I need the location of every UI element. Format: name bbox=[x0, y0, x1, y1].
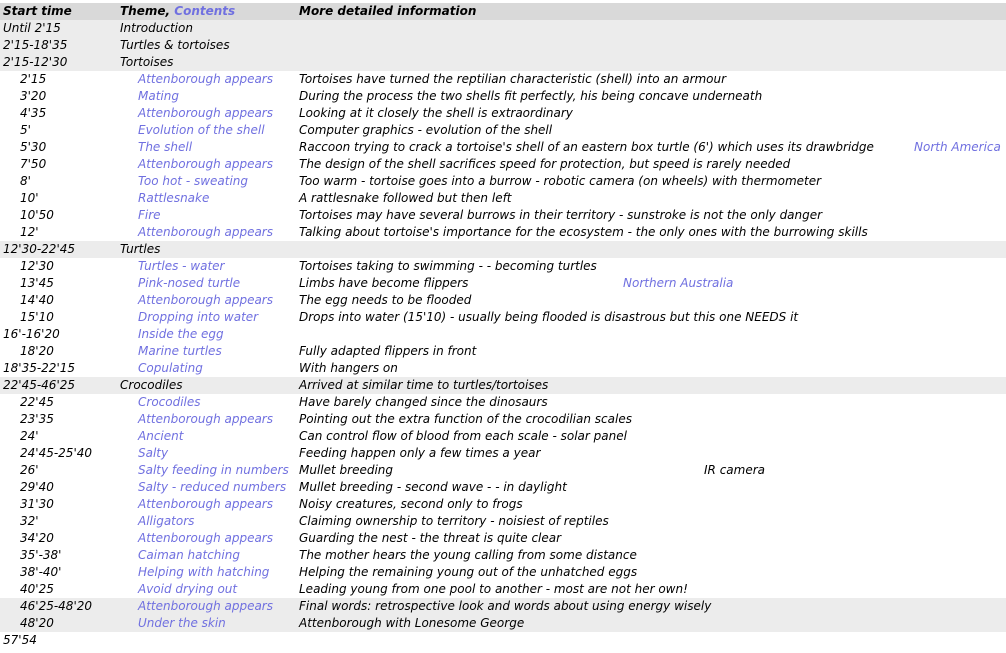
start-time-cell: 5'30 bbox=[20, 140, 47, 154]
table-row bbox=[0, 377, 1006, 394]
detail-cell: Talking about tortoise's importance for the ecosystem - the only ones with the burrowing skills bbox=[299, 225, 868, 239]
table-row bbox=[0, 496, 1006, 513]
detail-cell: Mullet breeding bbox=[299, 463, 394, 477]
contents-cell: Attenborough appears bbox=[138, 157, 273, 171]
start-time-cell: 12' bbox=[20, 225, 39, 239]
location-note: IR camera bbox=[704, 463, 766, 477]
table-row bbox=[0, 207, 1006, 224]
table-row bbox=[0, 71, 1006, 88]
start-time-cell: 46'25-48'20 bbox=[20, 599, 93, 613]
start-time-cell: 7'50 bbox=[20, 157, 47, 171]
table-header bbox=[0, 3, 1006, 20]
contents-cell: Caiman hatching bbox=[138, 548, 240, 562]
header-start-time: Start time bbox=[3, 4, 72, 18]
detail-cell: Looking at it closely the shell is extraordinary bbox=[299, 106, 573, 120]
start-time-cell: 18'20 bbox=[20, 344, 54, 358]
detail-cell: During the process the two shells fit perfectly, his being concave underneath bbox=[299, 89, 763, 103]
start-time-cell: 26' bbox=[20, 463, 39, 477]
table-row bbox=[0, 564, 1006, 581]
table-row bbox=[0, 20, 1006, 37]
detail-cell: Tortoises taking to swimming - - becoming turtles bbox=[299, 259, 597, 273]
table-row bbox=[0, 37, 1006, 54]
detail-cell: Raccoon trying to crack a tortoise's shell of an eastern box turtle (6') which uses its drawbridge bbox=[299, 140, 874, 154]
start-time-cell: 12'30 bbox=[20, 259, 54, 273]
contents-cell: Avoid drying out bbox=[138, 582, 238, 596]
detail-cell: Guarding the nest - the threat is quite clear bbox=[299, 531, 562, 545]
start-time-cell: 23'35 bbox=[20, 412, 54, 426]
table-row bbox=[0, 394, 1006, 411]
contents-cell: Crocodiles bbox=[138, 395, 201, 409]
detail-cell: The egg needs to be flooded bbox=[299, 293, 472, 307]
detail-cell: Arrived at similar time to turtles/tortoises bbox=[299, 378, 549, 392]
start-time-cell: 35'-38' bbox=[20, 548, 62, 562]
start-time-cell: 10' bbox=[20, 191, 39, 205]
contents-cell: Attenborough appears bbox=[138, 106, 273, 120]
start-time-cell: 29'40 bbox=[20, 480, 54, 494]
contents-cell: Evolution of the shell bbox=[138, 123, 265, 137]
start-time-cell: 34'20 bbox=[20, 531, 54, 545]
table-row bbox=[0, 326, 1006, 343]
theme-cell: Tortoises bbox=[120, 55, 174, 69]
start-time-cell: 2'15 bbox=[20, 72, 47, 86]
contents-cell: Mating bbox=[138, 89, 179, 103]
contents-cell: Turtles - water bbox=[138, 259, 225, 273]
detail-cell: The design of the shell sacrifices speed for protection, but speed is rarely needed bbox=[299, 157, 791, 171]
table-row bbox=[0, 462, 1006, 479]
table-row bbox=[0, 632, 1006, 649]
location-note: Northern Australia bbox=[623, 276, 734, 290]
start-time-cell: 31'30 bbox=[20, 497, 54, 511]
table-row bbox=[0, 615, 1006, 632]
theme-cell: Turtles bbox=[120, 242, 161, 256]
contents-cell: Attenborough appears bbox=[138, 293, 273, 307]
contents-cell: Attenborough appears bbox=[138, 412, 273, 426]
contents-cell: Dropping into water bbox=[138, 310, 259, 324]
start-time-cell: 24'45-25'40 bbox=[20, 446, 93, 460]
contents-cell: Ancient bbox=[138, 429, 184, 443]
detail-cell: Tortoises have turned the reptilian characteristic (shell) into an armour bbox=[299, 72, 727, 86]
detail-cell: A rattlesnake followed but then left bbox=[299, 191, 512, 205]
start-time-cell: 10'50 bbox=[20, 208, 54, 222]
table-row bbox=[0, 411, 1006, 428]
table-row bbox=[0, 122, 1006, 139]
detail-cell: Fully adapted flippers in front bbox=[299, 344, 477, 358]
contents-cell: Attenborough appears bbox=[138, 225, 273, 239]
detail-cell: Tortoises may have several burrows in their territory - sunstroke is not the only danger bbox=[299, 208, 823, 222]
table-row bbox=[0, 54, 1006, 71]
table-row bbox=[0, 258, 1006, 275]
start-time-cell: 22'45 bbox=[20, 395, 54, 409]
detail-cell: Claiming ownership to territory - noisiest of reptiles bbox=[299, 514, 609, 528]
table-row bbox=[0, 190, 1006, 207]
start-time-cell: 16'-16'20 bbox=[3, 327, 60, 341]
table-row bbox=[0, 547, 1006, 564]
start-time-cell: 13'45 bbox=[20, 276, 54, 290]
table-row bbox=[0, 445, 1006, 462]
detail-cell: Leading young from one pool to another - most are not her own! bbox=[299, 582, 688, 596]
start-time-cell: 2'15-18'35 bbox=[3, 38, 68, 52]
table-row bbox=[0, 309, 1006, 326]
detail-cell: Can control flow of blood from each scale - solar panel bbox=[299, 429, 627, 443]
table-row bbox=[0, 343, 1006, 360]
start-time-cell: 48'20 bbox=[20, 616, 54, 630]
table-row bbox=[0, 530, 1006, 547]
contents-cell: Under the skin bbox=[138, 616, 226, 630]
table-row bbox=[0, 479, 1006, 496]
start-time-cell: 24' bbox=[20, 429, 39, 443]
table-row bbox=[0, 428, 1006, 445]
contents-cell: Pink-nosed turtle bbox=[138, 276, 241, 290]
start-time-cell: 57'54 bbox=[3, 633, 37, 647]
detail-cell: Noisy creatures, second only to frogs bbox=[299, 497, 523, 511]
contents-cell: Copulating bbox=[138, 361, 203, 375]
contents-cell: The shell bbox=[138, 140, 193, 154]
detail-cell: Feeding happen only a few times a year bbox=[299, 446, 541, 460]
contents-cell: Attenborough appears bbox=[138, 599, 273, 613]
header-theme-label: Theme, bbox=[120, 4, 171, 18]
start-time-cell: 18'35-22'15 bbox=[3, 361, 76, 375]
table-row bbox=[0, 360, 1006, 377]
contents-cell: Helping with hatching bbox=[138, 565, 270, 579]
table-row bbox=[0, 275, 1006, 292]
notes-table bbox=[0, 3, 1006, 649]
table-row bbox=[0, 105, 1006, 122]
start-time-cell: Until 2'15 bbox=[3, 21, 61, 35]
contents-cell: Too hot - sweating bbox=[138, 174, 249, 188]
detail-cell: Have barely changed since the dinosaurs bbox=[299, 395, 548, 409]
contents-cell: Salty feeding in numbers bbox=[138, 463, 289, 477]
contents-cell: Salty bbox=[138, 446, 169, 460]
start-time-cell: 15'10 bbox=[20, 310, 54, 324]
table-row bbox=[0, 292, 1006, 309]
contents-cell: Rattlesnake bbox=[138, 191, 210, 205]
contents-cell: Fire bbox=[138, 208, 161, 222]
contents-cell: Marine turtles bbox=[138, 344, 222, 358]
table-row bbox=[0, 139, 1006, 156]
start-time-cell: 3'20 bbox=[20, 89, 47, 103]
table-row bbox=[0, 598, 1006, 615]
start-time-cell: 2'15-12'30 bbox=[3, 55, 68, 69]
start-time-cell: 8' bbox=[20, 174, 31, 188]
contents-cell: Attenborough appears bbox=[138, 497, 273, 511]
location-note: North America bbox=[914, 140, 1001, 154]
start-time-cell: 40'25 bbox=[20, 582, 54, 596]
contents-cell: Attenborough appears bbox=[138, 531, 273, 545]
start-time-cell: 5' bbox=[20, 123, 31, 137]
theme-cell: Crocodiles bbox=[120, 378, 183, 392]
header-detail: More detailed information bbox=[299, 4, 477, 18]
start-time-cell: 4'35 bbox=[20, 106, 47, 120]
detail-cell: Drops into water (15'10) - usually being flooded is disastrous but this one NEEDS it bbox=[299, 310, 799, 324]
detail-cell: The mother hears the young calling from some distance bbox=[299, 548, 637, 562]
header-contents-label: Contents bbox=[174, 4, 236, 18]
table-row bbox=[0, 241, 1006, 258]
detail-cell: Computer graphics - evolution of the shell bbox=[299, 123, 553, 137]
detail-cell: Attenborough with Lonesome George bbox=[299, 616, 525, 630]
table-row bbox=[0, 224, 1006, 241]
theme-cell: Turtles & tortoises bbox=[120, 38, 230, 52]
contents-cell: Alligators bbox=[138, 514, 195, 528]
detail-cell: Limbs have become flippers bbox=[299, 276, 469, 290]
contents-cell: Salty - reduced numbers bbox=[138, 480, 287, 494]
start-time-cell: 32' bbox=[20, 514, 39, 528]
start-time-cell: 38'-40' bbox=[20, 565, 62, 579]
detail-cell: Too warm - tortoise goes into a burrow - robotic camera (on wheels) with thermometer bbox=[299, 174, 822, 188]
table-row bbox=[0, 581, 1006, 598]
detail-cell: Helping the remaining young out of the unhatched eggs bbox=[299, 565, 638, 579]
header-theme bbox=[120, 3, 235, 20]
theme-cell: Introduction bbox=[120, 21, 193, 35]
detail-cell: With hangers on bbox=[299, 361, 398, 375]
contents-cell: Attenborough appears bbox=[138, 72, 273, 86]
contents-cell: Inside the egg bbox=[138, 327, 224, 341]
table-row bbox=[0, 88, 1006, 105]
start-time-cell: 12'30-22'45 bbox=[3, 242, 76, 256]
table-row bbox=[0, 156, 1006, 173]
table-row bbox=[0, 513, 1006, 530]
detail-cell: Pointing out the extra function of the crocodilian scales bbox=[299, 412, 632, 426]
table-row bbox=[0, 173, 1006, 190]
detail-cell: Mullet breeding - second wave - - in daylight bbox=[299, 480, 567, 494]
detail-cell: Final words: retrospective look and words about using energy wisely bbox=[299, 599, 712, 613]
start-time-cell: 14'40 bbox=[20, 293, 54, 307]
start-time-cell: 22'45-46'25 bbox=[3, 378, 76, 392]
